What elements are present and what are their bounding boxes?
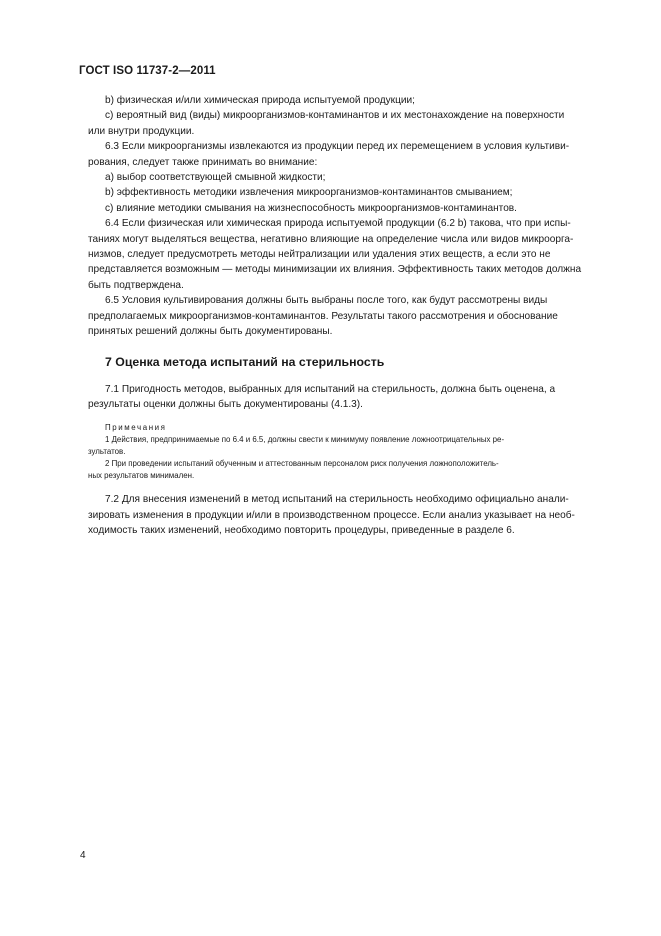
text-line: ходимость таких изменений, необходимо повторить процедуры, приведенные в разделе 6.	[88, 525, 515, 537]
note-line: зультатов.	[88, 447, 126, 457]
text-line: a) выбор соответствующей смывной жидкости;	[105, 172, 326, 184]
text-line: c) вероятный вид (виды) микроорганизмов-контаминантов и их местонахождение на поверхности	[105, 110, 565, 122]
text-line: 6.4 Если физическая или химическая природа испытуемой продукции (6.2 b) такова, что при испы-	[105, 218, 571, 230]
text-line: 7.1 Пригодность методов, выбранных для испытаний на стерильность, должна быть оценена, а	[105, 383, 556, 395]
page-number: 4	[80, 850, 86, 861]
text-line: результаты оценки должны быть документированы (4.1.3).	[88, 398, 363, 410]
text-line: таниях могут выделяться вещества, негативно влияющие на определение числа или видов микроорга-	[88, 233, 574, 245]
text-line: низмов, следует предусмотреть методы нейтрализации или удаления этих веществ, а если это не	[88, 249, 551, 261]
notes-block	[88, 422, 616, 482]
section-7-heading: 7 Оценка метода испытаний на стерильность	[105, 354, 385, 369]
text-line: зировать изменения в продукции и/или в производственном процессе. Если анализ указывает на необ-	[88, 509, 575, 521]
text-line: b) эффективность методики извлечения микроорганизмов-контаминантов смыванием;	[105, 187, 513, 199]
notes-title: Примечания	[105, 423, 167, 433]
paragraphs-section-6	[88, 93, 616, 340]
text-line: рования, следует также принимать во внимание:	[88, 156, 318, 168]
text-line: 7.2 Для внесения изменений в метод испытаний на стерильность необходимо официально анали-	[105, 494, 569, 506]
main-content	[88, 93, 616, 539]
paragraph-7-2	[88, 492, 616, 538]
text-line: b) физическая и/или химическая природа испытуемой продукции;	[105, 95, 415, 106]
text-line: или внутри продукции.	[88, 125, 195, 137]
text-line: представляется возможным — методы минимизации их влияния. Эффективность таких методов должна	[88, 264, 582, 276]
text-line: предполагаемых микроорганизмов-контаминантов. Результаты такого рассмотрения и обоснование	[88, 310, 558, 322]
note-line: 1 Действия, предпринимаемые по 6.4 и 6.5, должны свести к минимуму появление ложноотрицательных ре-	[105, 435, 505, 445]
document-code-header: ГОСТ ISO 11737-2—2011	[79, 65, 216, 77]
note-line: 2 При проведении испытаний обученным и аттестованным персоналом риск получения ложноположитель-	[105, 459, 499, 469]
paragraph-7-1	[88, 382, 616, 413]
note-line: ных результатов минимален.	[88, 471, 195, 481]
text-line: 6.3 Если микроорганизмы извлекаются из продукции перед их перемещением в условия культиви-	[105, 141, 570, 153]
notes-lines	[88, 434, 616, 482]
text-line: быть подтверждена.	[88, 279, 184, 291]
text-line: c) влияние методики смывания на жизнеспособность микроорганизмов-контаминантов.	[105, 202, 517, 214]
text-line: 6.5 Условия культивирования должны быть выбраны после того, как будут рассмотрены виды	[105, 295, 548, 307]
text-line: принятых решений должны быть документированы.	[88, 326, 333, 338]
